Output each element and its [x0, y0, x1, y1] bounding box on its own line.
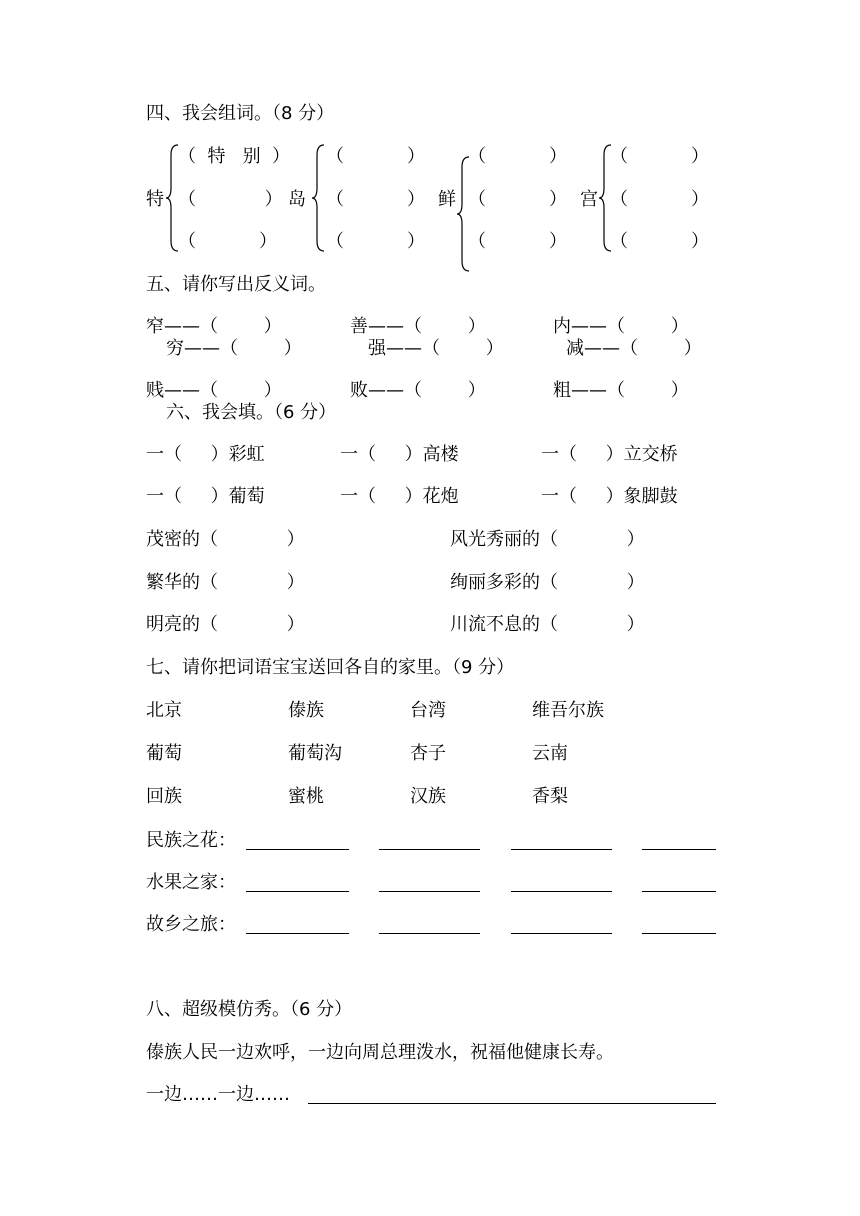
answer-blank[interactable] [379, 933, 480, 934]
group-entry[interactable]: （ ） [326, 231, 425, 252]
measure-word-item[interactable]: 一（ ）彩虹 [146, 444, 265, 465]
group-entry: （ 特 别 ） [178, 146, 291, 167]
answer-blank[interactable] [246, 891, 349, 892]
word-chip: 台湾 [410, 700, 446, 721]
word-chip: 汉族 [410, 786, 446, 807]
word-chip: 葡萄沟 [288, 743, 342, 764]
antonym-item[interactable]: 内——（ ） [553, 316, 689, 337]
section-6-heading: 六、我会填。（6 分） [166, 402, 337, 423]
answer-blank[interactable] [642, 933, 716, 934]
answer-blank[interactable] [511, 933, 612, 934]
brace-icon [311, 143, 325, 253]
category-label: 故乡之旅： [146, 914, 236, 935]
group-entry[interactable]: （ ） [468, 146, 567, 167]
answer-blank[interactable] [511, 849, 612, 850]
antonym-item[interactable]: 败——（ ） [350, 380, 486, 401]
phrase-item[interactable]: 茂密的（ ） [146, 529, 305, 550]
answer-blank[interactable] [511, 891, 612, 892]
group-char: 宫 [580, 189, 598, 210]
section-8-heading: 八、超级模仿秀。（6 分） [146, 999, 353, 1020]
antonym-item[interactable]: 善——（ ） [350, 316, 486, 337]
group-entry[interactable]: （ ） [610, 146, 709, 167]
section-7-heading: 七、请你把词语宝宝送回各自的家里。（9 分） [146, 657, 515, 678]
group-entry[interactable]: （ ） [326, 146, 425, 167]
answer-blank[interactable] [642, 849, 716, 850]
category-label: 水果之家： [146, 872, 236, 893]
word-chip: 杏子 [410, 743, 446, 764]
phrase-item[interactable]: 川流不息的（ ） [450, 614, 645, 635]
group-entry[interactable]: （ ） [468, 189, 567, 210]
word-chip: 云南 [532, 743, 568, 764]
measure-word-item[interactable]: 一（ ）象脚鼓 [541, 486, 678, 507]
antonym-item[interactable]: 穷——（ ） [166, 338, 302, 359]
measure-word-item[interactable]: 一（ ）葡萄 [146, 486, 265, 507]
group-entry[interactable]: （ ） [610, 189, 709, 210]
antonym-item[interactable]: 贱——（ ） [146, 380, 282, 401]
measure-word-item[interactable]: 一（ ）高楼 [340, 444, 459, 465]
antonym-item[interactable]: 窄——（ ） [146, 316, 282, 337]
brace-icon [456, 155, 470, 273]
phrase-item[interactable]: 绚丽多彩的（ ） [450, 572, 645, 593]
section-4-heading: 四、我会组词。（8 分） [146, 103, 335, 124]
measure-word-item[interactable]: 一（ ）花炮 [340, 486, 459, 507]
phrase-item[interactable]: 繁华的（ ） [146, 572, 305, 593]
measure-word-item[interactable]: 一（ ）立交桥 [541, 444, 678, 465]
word-chip: 北京 [146, 700, 182, 721]
group-char: 特 [146, 189, 164, 210]
answer-blank[interactable] [642, 891, 716, 892]
brace-icon [165, 143, 179, 253]
group-entry[interactable]: （ ） [178, 189, 283, 210]
imitation-answer-line[interactable] [308, 1103, 716, 1104]
group-entry[interactable]: （ ） [178, 231, 277, 252]
word-chip: 香梨 [532, 786, 568, 807]
imitation-prompt: 一边……一边…… [146, 1084, 290, 1105]
group-entry[interactable]: （ ） [468, 231, 567, 252]
group-char: 岛 [288, 189, 306, 210]
category-label: 民族之花： [146, 830, 236, 851]
antonym-item[interactable]: 减——（ ） [566, 338, 702, 359]
answer-blank[interactable] [246, 849, 349, 850]
answer-blank[interactable] [246, 933, 349, 934]
group-entry[interactable]: （ ） [610, 231, 709, 252]
phrase-item[interactable]: 风光秀丽的（ ） [450, 529, 645, 550]
word-chip: 蜜桃 [288, 786, 324, 807]
group-char: 鲜 [438, 189, 456, 210]
antonym-item[interactable]: 强——（ ） [368, 338, 504, 359]
answer-blank[interactable] [379, 891, 480, 892]
section-5-heading: 五、请你写出反义词。 [146, 274, 326, 295]
word-chip: 傣族 [288, 700, 324, 721]
example-sentence: 傣族人民一边欢呼，一边向周总理泼水，祝福他健康长寿。 [146, 1042, 614, 1063]
word-chip: 回族 [146, 786, 182, 807]
answer-blank[interactable] [379, 849, 480, 850]
group-entry[interactable]: （ ） [326, 189, 425, 210]
word-chip: 维吾尔族 [532, 700, 604, 721]
word-chip: 葡萄 [146, 743, 182, 764]
antonym-item[interactable]: 粗——（ ） [553, 380, 689, 401]
phrase-item[interactable]: 明亮的（ ） [146, 614, 305, 635]
